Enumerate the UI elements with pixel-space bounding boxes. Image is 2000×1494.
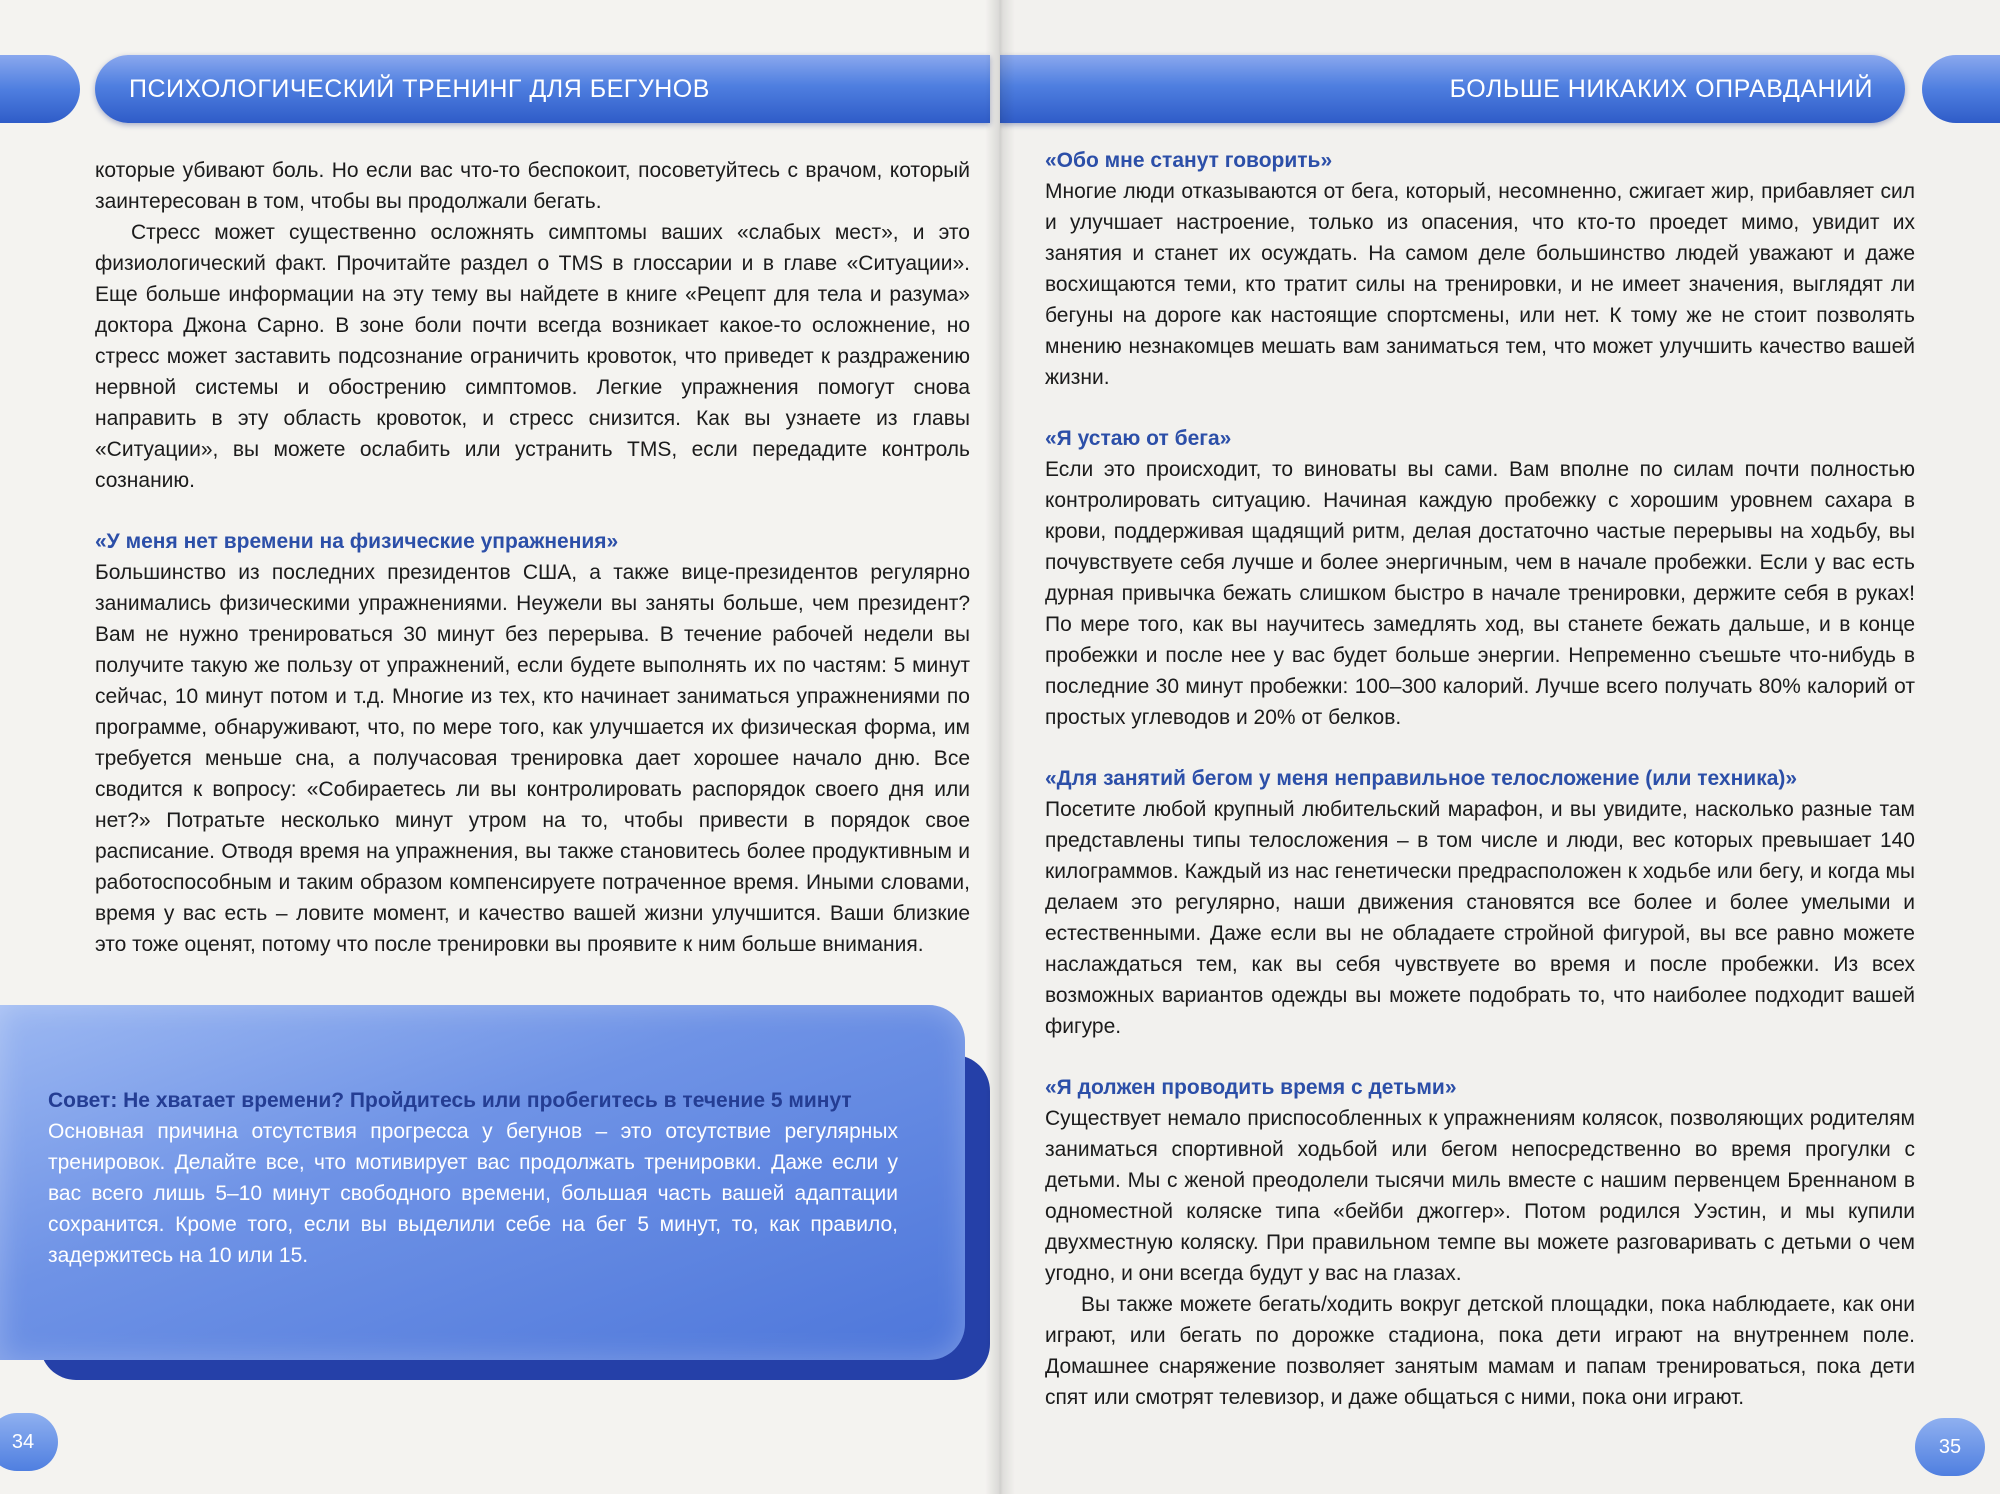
left-body-text	[95, 155, 970, 960]
page-number-right	[1915, 1418, 1985, 1476]
paragraph: которые убивают боль. Но если вас что-то беспокоит, посоветуйтесь с врачом, который заинтересован в том, чтобы вы продолжали бегать.	[95, 159, 970, 213]
section-heading: «Обо мне станут говорить»	[1045, 149, 1333, 172]
section-heading: «У меня нет времени на физические упражнения»	[95, 530, 619, 553]
page-number-label: 34	[11, 1430, 35, 1453]
tip-body: Основная причина отсутствия прогресса у бегунов – это отсутствие регулярных тренировок. Делайте все, что мотивирует вас продолжать тренировки. Даже если у вас всего лишь 5–10 минут свободного времени, большая часть вашей адаптации сохранится. Кроме того, если вы выделили себе на бег 5 минут, то, как правило, задержитесь на 10 или 15.	[48, 1120, 898, 1267]
header-title-right: БОЛЬШЕ НИКАКИХ ОПРАВДАНИЙ	[1449, 74, 1873, 103]
right-body-text	[1045, 145, 1915, 1413]
header-tab-right	[1922, 55, 2000, 123]
header-title-left: ПСИХОЛОГИЧЕСКИЙ ТРЕНИНГ ДЛЯ БЕГУНОВ	[129, 74, 710, 103]
right-page	[1000, 0, 2000, 1494]
paragraph: Вы также можете бегать/ходить вокруг детской площадки, пока наблюдаете, как они играют, или бегать по дорожке стадиона, пока дети играют на внутреннем поле. Домашнее снаряжение позволяет занятым мамам и папам тренироваться, пока дети спят или смотрят телевизор, и даже общаться с ними, пока они играют.	[1045, 1293, 1915, 1409]
page-number-left	[0, 1413, 58, 1471]
paragraph: Существует немало приспособленных к упражнениям колясок, позволяющих родителям заниматься спортивной ходьбой или бегом непосредственно во время прогулки с детьми. Мы с женой преодолели тысячи миль вместе с нашим первенцем Бреннаном в одноместной коляске типа «бейби джоггер». Потом родился Уэстин, и мы купили двухместную коляску. При правильном темпе вы можете разговаривать с детьми о чем угодно, и они всегда будут у вас на глазах.	[1045, 1107, 1915, 1285]
header-tab-left	[0, 55, 80, 123]
book-spine-shadow	[985, 0, 1015, 1494]
paragraph: Посетите любой крупный любительский марафон, и вы увидите, насколько разные там представлены типы телосложения – в том числе и люди, вес которых превышает 140 килограммов. Каждый из нас генетически предрасположен к ходьбе или бегу, и когда мы делаем это регулярно, наши движения становятся все более и более умелыми и естественными. Даже если вы не обладаете стройной фигурой, вы все равно можете наслаждаться тем, как вы себя чувствуете во время и после пробежки. Из всех возможных вариантов одежды вы можете подобрать то, что наиболее подходит вашей фигуре.	[1045, 798, 1915, 1038]
paragraph: Большинство из последних президентов США, а также вице-президентов регулярно занимались физическими упражнениями. Неужели вы заняты больше, чем президент? Вам не нужно тренироваться 30 минут без перерыва. В течение рабочей недели вы получите такую же пользу от упражнений, если будете выполнять их по частям: 5 минут сейчас, 10 минут потом и т.д. Многие из тех, кто начинает заниматься упражнениями по программе, обнаруживают, что, по мере того, как улучшается их физическая форма, им требуется меньше сна, а получасовая тренировка дает хорошее начало дню. Все сводится к вопросу: «Собираетесь ли вы контролировать распорядок своего дня или нет?» Потратьте несколько минут утром на то, чтобы привести в порядок свое расписание. Отводя время на упражнения, вы также становитесь более продуктивным и работоспособным и таким образом компенсируете потраченное время. Иными словами, время у вас есть – ловите момент, и качество вашей жизни улучшится. Ваши близкие это тоже оценят, потому что после тренировки вы проявите к ним больше внимания.	[95, 561, 970, 956]
section-heading: «Для занятий бегом у меня неправильное телосложение (или техника)»	[1045, 767, 1798, 790]
running-header-left	[95, 55, 990, 123]
page-number-label: 35	[1938, 1435, 1962, 1458]
running-header-right	[1000, 55, 1905, 123]
paragraph: Если это происходит, то виноваты вы сами. Вам вполне по силам почти полностью контролировать ситуацию. Начиная каждую пробежку с хорошим уровнем сахара в крови, поддерживая щадящий ритм, делая достаточно частые перерывы на ходьбу, вы почувствуете себя лучше и более энергичным, чем в начале пробежки. Если у вас есть дурная привычка бежать слишком быстро в начале тренировки, держите себя в руках! По мере того, как вы научитесь замедлять ход, вы станете бежать дальше, и в конце пробежки и после нее у вас будет больше энергии. Непременно съешьте что-нибудь в последние 30 минут пробежки: 100–300 калорий. Лучше всего получать 80% калорий от простых углеводов и 20% от белков.	[1045, 458, 1915, 729]
section-heading: «Я устаю от бега»	[1045, 427, 1232, 450]
tip-content	[48, 1085, 898, 1271]
paragraph: Стресс может существенно осложнять симптомы ваших «слабых мест», и это физиологический факт. Прочитайте раздел о TMS в глоссарии и в главе «Ситуации». Еще больше информации на эту тему вы найдете в книге «Рецепт для тела и разума» доктора Джона Сарно. В зоне боли почти всегда возникает какое-то осложнение, но стресс может заставить подсознание ограничить кровоток, что приведет к раздражению нервной системы и обострению симптомов. Легкие упражнения помогут снова направить в эту область кровоток, и стресс снизится. Как вы узнаете из главы «Ситуации», вы можете ослабить или устранить TMS, если передадите контроль сознанию.	[95, 221, 970, 492]
tip-title: Совет: Не хватает времени? Пройдитесь или пробегитесь в течение 5 минут	[48, 1089, 852, 1112]
paragraph: Многие люди отказываются от бега, который, несомненно, сжигает жир, прибавляет сил и улучшает настроение, только из опасения, что кто-то проедет мимо, увидит их занятия и станет их осуждать. На самом деле большинство людей уважают и даже восхищаются теми, кто тратит силы на тренировки, и не имеет значения, выглядят ли бегуны на дороге как настоящие спортсмены, или нет. К тому же не стоит позволять мнению незнакомцев мешать вам заниматься тем, что может улучшить качество вашей жизни.	[1045, 180, 1915, 389]
section-heading: «Я должен проводить время с детьми»	[1045, 1076, 1457, 1099]
